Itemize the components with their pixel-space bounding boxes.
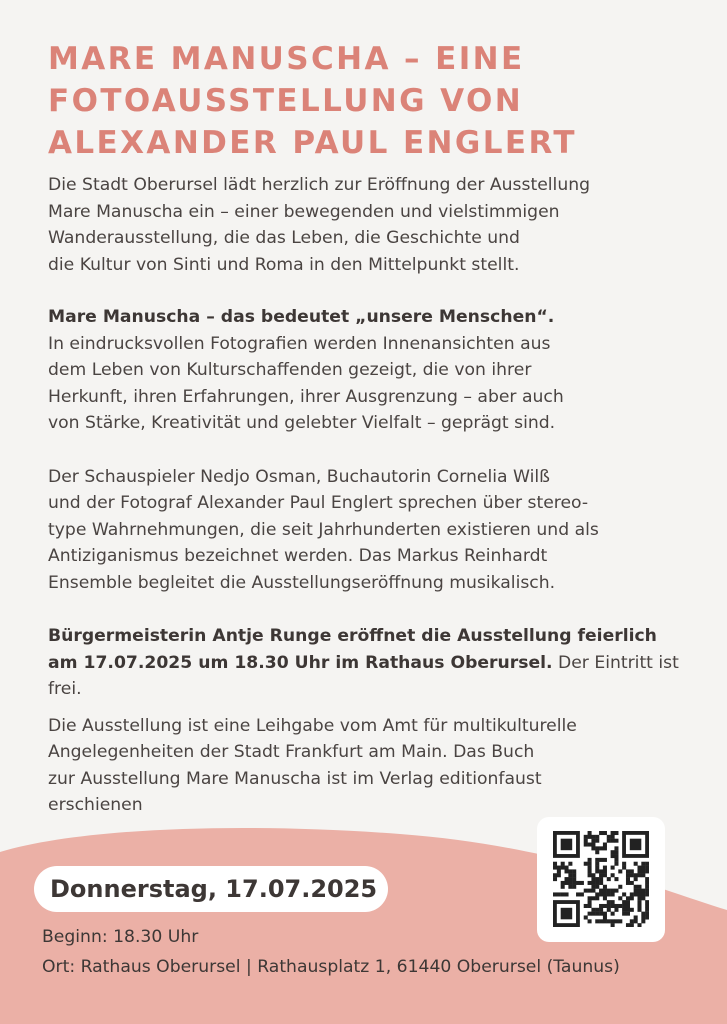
start-time: Beginn: 18.30 Uhr	[42, 927, 199, 947]
text-line: von Stärke, Kreativität und gelebter Vielfalt – geprägt sind.	[48, 413, 556, 433]
text-line: Angelegenheiten der Stadt Frankfurt am Main. Das Buch	[48, 742, 535, 762]
opening-bold-line: am 17.07.2025 um 18.30 Uhr im Rathaus Oberursel.	[48, 652, 553, 673]
event-location: Ort: Rathaus Oberursel | Rathausplatz 1, 61440 Oberursel (Taunus)	[42, 957, 620, 977]
text-line: Die Ausstellung ist eine Leihgabe vom Amt für multikulturelle	[48, 715, 577, 736]
text-line: type Wahrnehmungen, die seit Jahrhunderten existieren und als	[48, 519, 599, 540]
text-line: erschienen	[48, 795, 143, 815]
text-line: Der Schauspieler Nedjo Osman, Buchautorin Cornelia Wilß	[48, 466, 550, 487]
text-line: zur Ausstellung Mare Manuscha ist im Verlag editionfaust	[48, 768, 542, 789]
body-text	[48, 172, 708, 819]
admission-text: Der Eintritt ist	[552, 652, 679, 673]
text-line: Antiziganismus bezeichnet werden. Das Markus Reinhardt	[48, 546, 548, 566]
title-line: FOTOAUSSTELLUNG VON	[48, 83, 524, 119]
speakers-paragraph	[48, 464, 708, 597]
qr-code-icon[interactable]	[553, 831, 649, 927]
page-title	[48, 38, 708, 164]
text-line: dem Leben von Kulturschaffenden gezeigt, die von ihrer	[48, 360, 532, 380]
opening-paragraph	[48, 623, 708, 703]
opening-bold-line: Bürgermeisterin Antje Runge eröffnet die Ausstellung feierlich	[48, 626, 657, 646]
text-line: In eindrucksvollen Fotografien werden Innenansichten aus	[48, 333, 551, 354]
text-line: frei.	[48, 679, 82, 699]
meaning-heading: Mare Manuscha – das bedeutet „unsere Menschen“.	[48, 307, 555, 327]
text-line: Mare Manuscha ein – einer bewegenden und vielstimmigen	[48, 201, 560, 222]
loan-paragraph	[48, 713, 708, 819]
intro-paragraph	[48, 172, 708, 278]
text-line: Ensemble begleitet die Ausstellungseröffnung musikalisch.	[48, 572, 556, 593]
title-line: ALEXANDER PAUL ENGLERT	[48, 125, 577, 161]
text-line: Wanderausstellung, die das Leben, die Geschichte und	[48, 228, 520, 248]
text-line: Herkunft, ihren Erfahrungen, ihrer Ausgrenzung – aber auch	[48, 386, 564, 407]
event-date-badge: Donnerstag, 17.07.2025	[34, 866, 388, 912]
qr-code-card[interactable]	[537, 817, 665, 942]
meaning-paragraph	[48, 304, 708, 437]
text-line: und der Fotograf Alexander Paul Englert sprechen über stereo-	[48, 493, 589, 513]
text-line: die Kultur von Sinti und Roma in den Mittelpunkt stellt.	[48, 254, 520, 275]
text-line: Die Stadt Oberursel lädt herzlich zur Eröffnung der Ausstellung	[48, 175, 591, 195]
title-line: MARE MANUSCHA – EINE	[48, 41, 525, 77]
